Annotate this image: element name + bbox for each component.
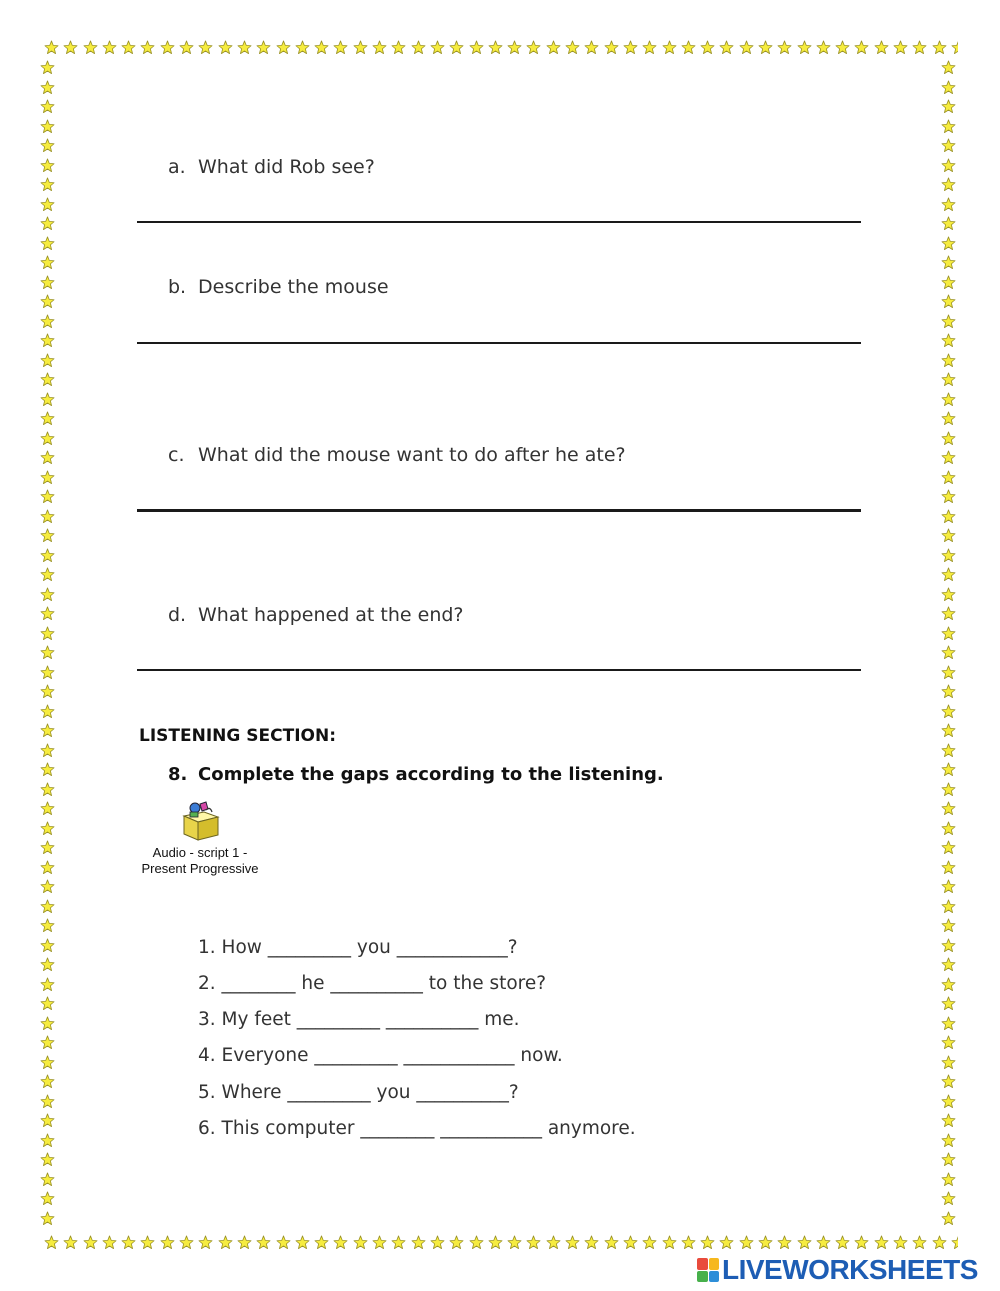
star-icon (38, 565, 58, 585)
star-icon (38, 1092, 58, 1112)
star-icon (939, 1209, 959, 1229)
star-icon (939, 1053, 959, 1073)
star-icon (544, 38, 563, 58)
star-icon (524, 1233, 543, 1253)
answer-line-c[interactable] (137, 509, 861, 512)
star-icon (38, 1014, 58, 1034)
star-icon (38, 585, 58, 605)
star-icon (939, 487, 959, 507)
star-icon (698, 1233, 717, 1253)
star-icon (602, 38, 621, 58)
question-b (168, 276, 389, 298)
star-icon (814, 38, 833, 58)
star-icon (939, 819, 959, 839)
star-icon (939, 1131, 959, 1151)
star-icon (447, 38, 466, 58)
gap-sentence-3[interactable]: 3. My feet _________ __________ me. (198, 1009, 520, 1030)
star-icon (61, 38, 80, 58)
star-icon (38, 468, 58, 488)
star-icon (351, 38, 370, 58)
instruction-number: 8. (168, 764, 188, 785)
question-text: What did Rob see? (198, 156, 375, 178)
star-icon (939, 604, 959, 624)
star-icon (930, 1233, 949, 1253)
star-icon (81, 1233, 100, 1253)
star-icon (38, 214, 58, 234)
star-icon (939, 526, 959, 546)
logo-blocks-icon (697, 1258, 719, 1282)
star-icon (38, 507, 58, 527)
audio-label-line1: Audio - script 1 - (152, 845, 248, 860)
star-icon (274, 1233, 293, 1253)
audio-attachment-label[interactable] (136, 845, 264, 877)
logo-text: LIVEWORKSHEETS (722, 1254, 978, 1285)
star-icon (939, 624, 959, 644)
star-icon (38, 741, 58, 761)
star-icon (737, 1233, 756, 1253)
star-icon (939, 1150, 959, 1170)
star-icon (939, 585, 959, 605)
star-icon (640, 38, 659, 58)
star-icon (891, 38, 910, 58)
star-border-top (42, 38, 958, 58)
star-icon (38, 175, 58, 195)
star-icon (38, 721, 58, 741)
star-icon (38, 1150, 58, 1170)
star-icon (409, 38, 428, 58)
star-icon (81, 38, 100, 58)
star-icon (939, 546, 959, 566)
star-icon (100, 1233, 119, 1253)
star-icon (467, 1233, 486, 1253)
star-icon (38, 448, 58, 468)
star-border-bottom (42, 1233, 958, 1253)
question-text: Describe the mouse (198, 276, 389, 298)
star-icon (939, 565, 959, 585)
star-icon (254, 1233, 273, 1253)
star-icon (331, 1233, 350, 1253)
star-icon (38, 370, 58, 390)
star-icon (833, 38, 852, 58)
star-icon (775, 1233, 794, 1253)
star-icon (216, 38, 235, 58)
star-icon (939, 741, 959, 761)
star-icon (621, 38, 640, 58)
star-icon (939, 214, 959, 234)
star-icon (312, 38, 331, 58)
star-icon (939, 312, 959, 332)
star-icon (939, 429, 959, 449)
star-icon (38, 409, 58, 429)
question-letter: d. (168, 604, 187, 626)
star-icon (138, 38, 157, 58)
star-icon (38, 1072, 58, 1092)
star-icon (939, 409, 959, 429)
star-icon (119, 38, 138, 58)
star-icon (38, 117, 58, 137)
star-icon (389, 38, 408, 58)
gap-sentence-2[interactable]: 2. ________ he __________ to the store? (198, 973, 547, 994)
star-icon (38, 273, 58, 293)
star-icon (939, 58, 959, 78)
star-icon (939, 253, 959, 273)
star-icon (158, 38, 177, 58)
star-icon (939, 331, 959, 351)
star-icon (38, 682, 58, 702)
star-icon (38, 195, 58, 215)
star-icon (428, 38, 447, 58)
star-icon (939, 370, 959, 390)
star-icon (38, 1170, 58, 1190)
star-icon (38, 799, 58, 819)
star-icon (939, 858, 959, 878)
star-icon (939, 448, 959, 468)
star-icon (351, 1233, 370, 1253)
star-icon (38, 351, 58, 371)
question-a (168, 156, 375, 178)
liveworksheets-logo (697, 1255, 978, 1285)
star-icon (939, 1014, 959, 1034)
star-icon (293, 38, 312, 58)
star-icon (38, 546, 58, 566)
star-icon (939, 1092, 959, 1112)
star-icon (38, 916, 58, 936)
star-icon (138, 1233, 157, 1253)
star-icon (38, 1209, 58, 1229)
star-icon (872, 1233, 891, 1253)
answer-line-a[interactable] (137, 221, 861, 223)
star-icon (38, 663, 58, 683)
star-icon (38, 624, 58, 644)
star-icon (38, 1033, 58, 1053)
star-icon (177, 38, 196, 58)
star-icon (939, 1111, 959, 1131)
star-icon (717, 38, 736, 58)
star-icon (737, 38, 756, 58)
star-icon (38, 156, 58, 176)
star-icon (775, 38, 794, 58)
question-d (168, 604, 464, 626)
star-icon (939, 1170, 959, 1190)
star-icon (939, 916, 959, 936)
star-icon (38, 936, 58, 956)
star-icon (939, 799, 959, 819)
star-icon (38, 1189, 58, 1209)
star-icon (939, 702, 959, 722)
star-icon (939, 643, 959, 663)
gap-sentence-5[interactable]: 5. Where _________ you __________? (198, 1082, 519, 1103)
star-icon (38, 877, 58, 897)
audio-label-line2: Present Progressive (141, 861, 259, 876)
star-icon (698, 38, 717, 58)
star-icon (331, 38, 350, 58)
star-icon (254, 38, 273, 58)
star-icon (756, 38, 775, 58)
star-icon (38, 819, 58, 839)
star-icon (563, 38, 582, 58)
star-icon (930, 38, 949, 58)
star-icon (717, 1233, 736, 1253)
star-icon (939, 936, 959, 956)
star-icon (640, 1233, 659, 1253)
star-icon (939, 97, 959, 117)
star-icon (621, 1233, 640, 1253)
star-icon (389, 1233, 408, 1253)
star-icon (891, 1233, 910, 1253)
star-icon (38, 702, 58, 722)
star-icon (38, 234, 58, 254)
star-icon (38, 994, 58, 1014)
star-icon (582, 38, 601, 58)
star-icon (38, 760, 58, 780)
star-icon (467, 38, 486, 58)
gap-sentence-1[interactable]: 1. How _________ you ____________? (198, 937, 518, 958)
star-icon (852, 1233, 871, 1253)
star-icon (939, 760, 959, 780)
star-icon (38, 780, 58, 800)
star-icon (196, 38, 215, 58)
star-icon (293, 1233, 312, 1253)
star-icon (216, 1233, 235, 1253)
star-icon (910, 38, 929, 58)
star-icon (939, 175, 959, 195)
star-icon (38, 292, 58, 312)
instruction-text: Complete the gaps according to the listening. (198, 764, 664, 785)
star-border-right (939, 58, 959, 1233)
star-icon (38, 955, 58, 975)
star-icon (370, 38, 389, 58)
star-icon (38, 526, 58, 546)
star-icon (852, 38, 871, 58)
star-icon (38, 838, 58, 858)
star-icon (177, 1233, 196, 1253)
star-icon (939, 897, 959, 917)
star-icon (38, 136, 58, 156)
star-icon (38, 604, 58, 624)
star-icon (582, 1233, 601, 1253)
star-icon (447, 1233, 466, 1253)
star-icon (939, 1072, 959, 1092)
star-border-left (38, 58, 58, 1233)
star-icon (795, 38, 814, 58)
star-icon (949, 1233, 958, 1253)
star-icon (872, 38, 891, 58)
star-icon (833, 1233, 852, 1253)
star-icon (505, 38, 524, 58)
star-icon (158, 1233, 177, 1253)
star-icon (38, 1111, 58, 1131)
star-icon (38, 643, 58, 663)
star-icon (679, 38, 698, 58)
star-icon (312, 1233, 331, 1253)
star-icon (939, 390, 959, 410)
question-letter: b. (168, 276, 187, 298)
star-icon (939, 721, 959, 741)
star-icon (939, 195, 959, 215)
star-icon (660, 1233, 679, 1253)
star-icon (38, 253, 58, 273)
star-icon (939, 780, 959, 800)
star-icon (370, 1233, 389, 1253)
star-icon (939, 292, 959, 312)
star-icon (61, 1233, 80, 1253)
star-icon (38, 97, 58, 117)
star-icon (795, 1233, 814, 1253)
star-icon (38, 897, 58, 917)
question-letter: a. (168, 156, 186, 178)
star-icon (910, 1233, 929, 1253)
star-icon (100, 38, 119, 58)
question-text: What did the mouse want to do after he ate? (198, 444, 626, 466)
star-icon (235, 38, 254, 58)
star-icon (939, 994, 959, 1014)
star-icon (486, 38, 505, 58)
listening-instruction (168, 764, 664, 785)
star-icon (38, 390, 58, 410)
star-icon (939, 1189, 959, 1209)
star-icon (814, 1233, 833, 1253)
star-icon (38, 312, 58, 332)
answer-line-b[interactable] (137, 342, 861, 344)
star-icon (544, 1233, 563, 1253)
star-icon (939, 663, 959, 683)
star-icon (38, 78, 58, 98)
star-icon (38, 1131, 58, 1151)
star-icon (38, 858, 58, 878)
star-icon (563, 1233, 582, 1253)
star-icon (939, 156, 959, 176)
star-icon (939, 273, 959, 293)
star-icon (939, 468, 959, 488)
star-icon (409, 1233, 428, 1253)
question-text: What happened at the end? (198, 604, 464, 626)
star-icon (42, 1233, 61, 1253)
package-icon[interactable] (180, 800, 222, 842)
star-icon (939, 507, 959, 527)
star-icon (939, 117, 959, 137)
star-icon (756, 1233, 775, 1253)
star-icon (38, 487, 58, 507)
star-icon (486, 1233, 505, 1253)
star-icon (428, 1233, 447, 1253)
star-icon (119, 1233, 138, 1253)
star-icon (524, 38, 543, 58)
star-icon (939, 78, 959, 98)
star-icon (38, 429, 58, 449)
star-icon (939, 1033, 959, 1053)
star-icon (505, 1233, 524, 1253)
star-icon (939, 838, 959, 858)
star-icon (679, 1233, 698, 1253)
listening-section-title: LISTENING SECTION: (139, 726, 336, 746)
star-icon (38, 58, 58, 78)
question-letter: c. (168, 444, 185, 466)
star-icon (939, 975, 959, 995)
star-icon (38, 1053, 58, 1073)
star-icon (939, 234, 959, 254)
star-icon (196, 1233, 215, 1253)
question-c (168, 444, 626, 466)
star-icon (939, 136, 959, 156)
gap-sentence-6[interactable]: 6. This computer ________ ___________ anymore. (198, 1118, 636, 1139)
star-icon (939, 351, 959, 371)
star-icon (38, 975, 58, 995)
star-icon (949, 38, 958, 58)
gap-sentence-4[interactable]: 4. Everyone _________ ____________ now. (198, 1045, 563, 1066)
star-icon (42, 38, 61, 58)
star-icon (939, 877, 959, 897)
star-icon (660, 38, 679, 58)
star-icon (38, 331, 58, 351)
star-icon (939, 682, 959, 702)
star-icon (602, 1233, 621, 1253)
star-icon (939, 955, 959, 975)
star-icon (274, 38, 293, 58)
answer-line-d[interactable] (137, 669, 861, 671)
star-icon (235, 1233, 254, 1253)
